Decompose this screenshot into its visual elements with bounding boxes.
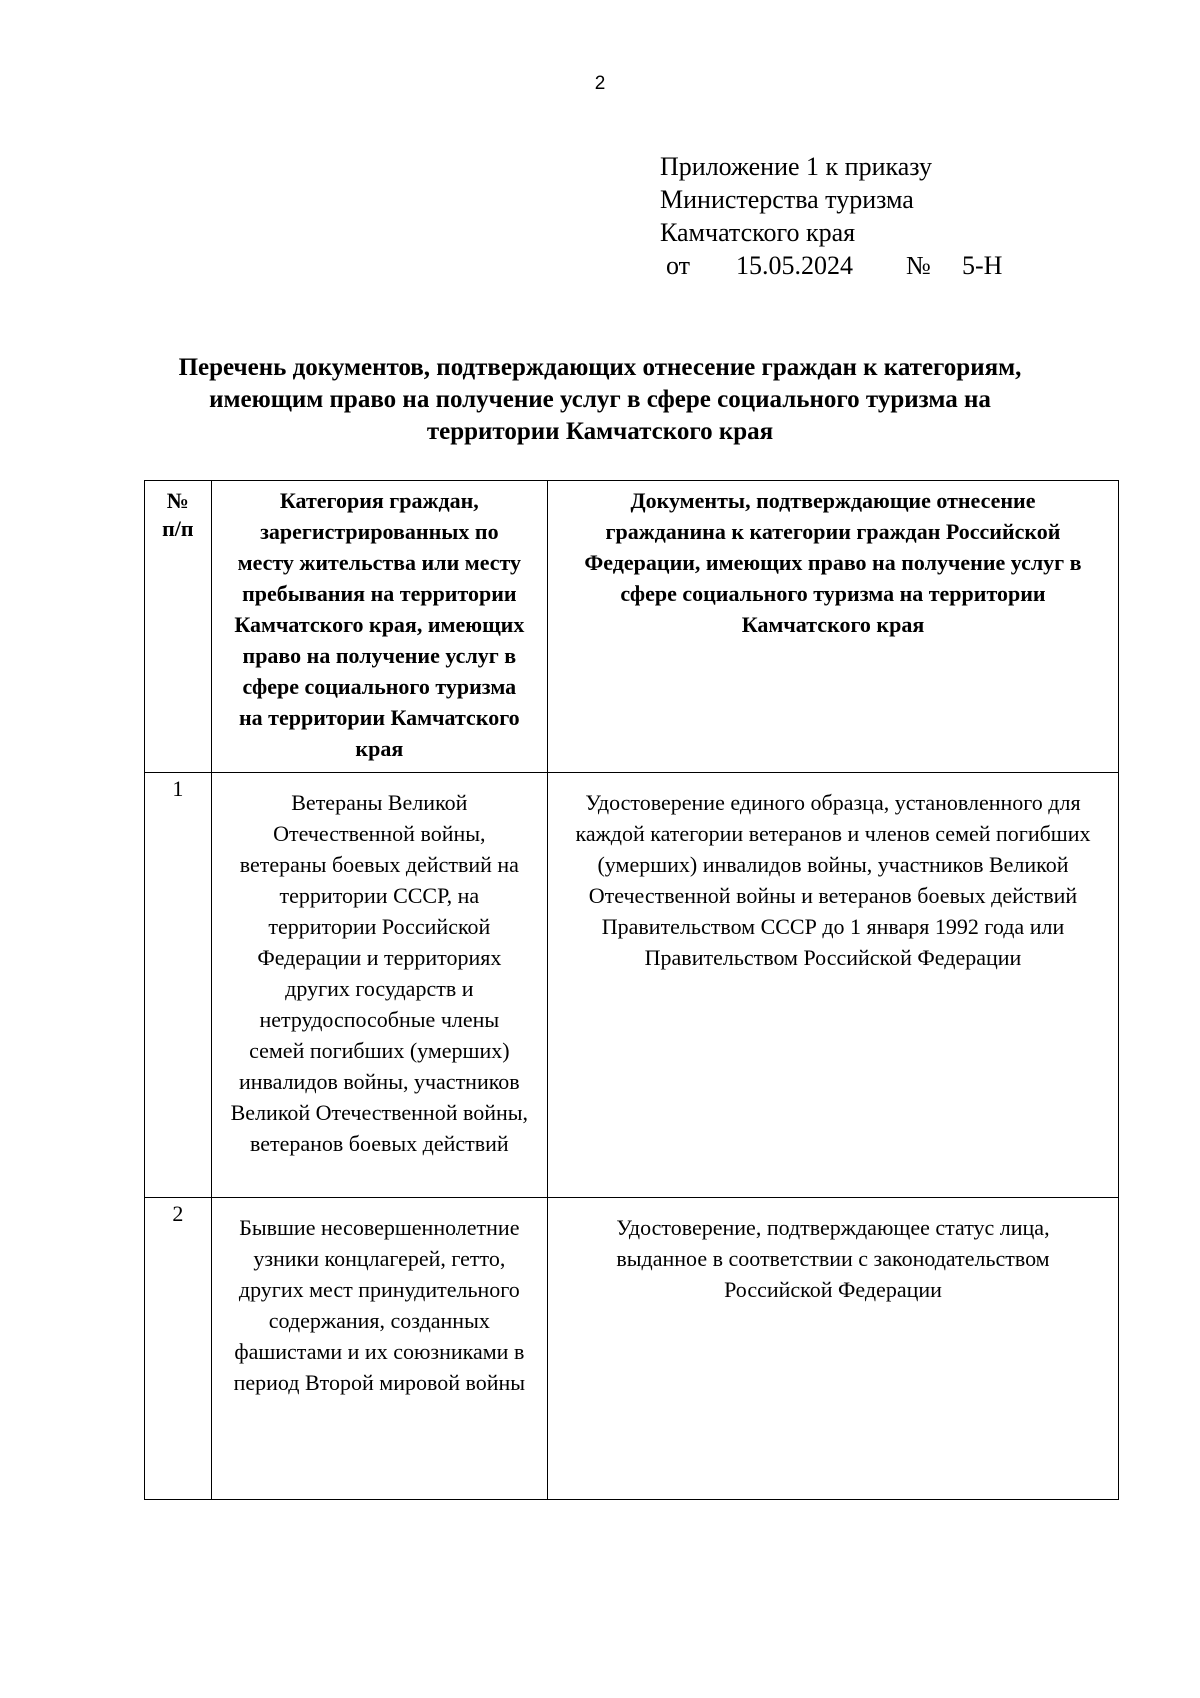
row-category-cell — [211, 773, 547, 1198]
table-row — [145, 773, 1119, 1198]
row-category-cell — [211, 1198, 547, 1500]
row-documents: Удостоверение единого образца, установленного для каждой категории ветеранов и членов семей погибших (умерших) инвалидов войны, участников Великой Отечественной войны и ветеранов боевых действий Правительством СССР до 1 января 1992 года или Правительством Российской Федерации — [575, 790, 1091, 970]
row-number: 2 — [172, 1201, 184, 1226]
header-documents-text: Документы, подтверждающие отнесение гражданина к категории граждан Российской Федерации, имеющих право на получение услуг в сфере социального туризма на территории Камчатского края — [584, 488, 1082, 637]
row-documents-cell — [547, 1198, 1118, 1500]
appendix-line-2: Министерства туризма — [660, 185, 914, 214]
row-documents-cell — [547, 773, 1118, 1198]
row-number-cell — [145, 1198, 212, 1500]
order-number: 5-Н — [962, 251, 1003, 280]
order-from-label: от — [666, 251, 691, 280]
header-number — [145, 481, 212, 773]
page-number: 2 — [594, 73, 606, 94]
row-number: 1 — [172, 776, 184, 801]
header-number-sign: № — [166, 488, 189, 513]
header-category — [211, 481, 547, 773]
document-title: Перечень документов, подтверждающих отнесение граждан к категориям, имеющим право на получение услуг в сфере социального туризма на территории Камчатского края — [178, 354, 1022, 445]
documents-table — [144, 480, 1119, 1500]
table-row — [145, 1198, 1119, 1500]
table-header-row — [145, 481, 1119, 773]
header-category-text: Категория граждан, зарегистрированных по месту жительства или месту пребывания на территории Камчатского края, имеющих право на получение услуг в сфере социального туризма на территории Камчатского края — [234, 488, 525, 761]
row-category: Ветераны Великой Отечественной войны, ветераны боевых действий на территории СССР, на территории Российской Федерации и территориях других государств и нетрудоспособные члены семей погибших (умерших) инвалидов войны, участников Великой Отечественной войны, ветеранов боевых действий — [230, 790, 529, 1156]
row-category: Бывшие несовершеннолетние узники концлагерей, гетто, других мест принудительного содержания, созданных фашистами и их союзниками в период Второй мировой войны — [233, 1215, 526, 1395]
appendix-line-1: Приложение 1 к приказу — [660, 152, 933, 181]
row-documents: Удостоверение, подтверждающее статус лица, выданное в соответствии с законодательством Российской Федерации — [616, 1215, 1050, 1302]
order-number-label: № — [906, 251, 931, 280]
header-number-pp: п/п — [162, 516, 194, 541]
order-line — [666, 249, 1002, 282]
appendix-block — [660, 150, 1002, 282]
appendix-line-3: Камчатского края — [660, 218, 856, 247]
header-documents — [547, 481, 1118, 773]
order-date: 15.05.2024 — [736, 251, 853, 280]
row-number-cell — [145, 773, 212, 1198]
